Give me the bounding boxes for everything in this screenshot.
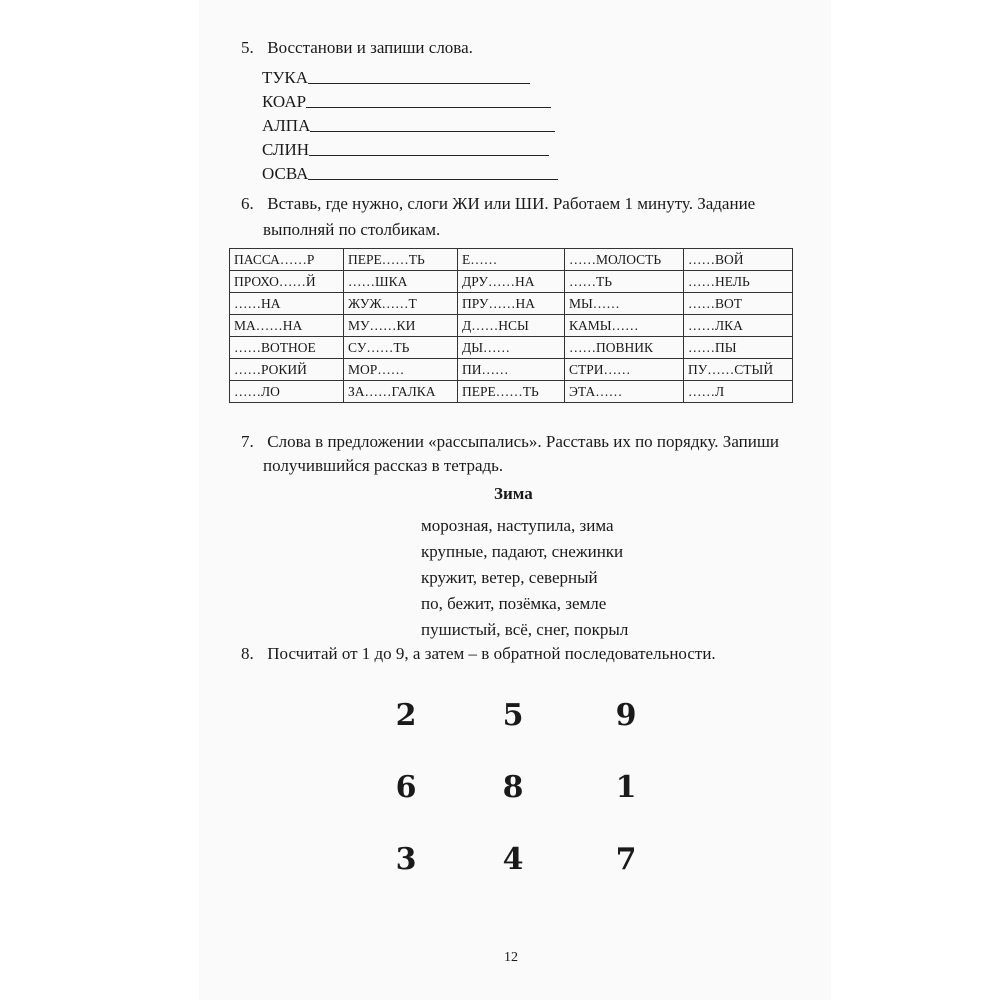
table-cell: СТРИ…… <box>565 359 684 381</box>
task-5-heading <box>241 34 473 62</box>
table-cell: ……МОЛОСТЬ <box>565 249 684 271</box>
table-cell: МЫ…… <box>565 293 684 315</box>
digit: 2 <box>395 698 417 733</box>
table-row <box>230 381 793 403</box>
scrambled-sentence: по, бежит, позёмка, земле <box>421 594 607 613</box>
fill-row[interactable] <box>262 136 549 160</box>
task-6-text-line-1: Вставь, где нужно, слоги ЖИ или ШИ. Работаем 1 минуту. Задание <box>267 194 756 213</box>
scrambled-word: ТУКА <box>262 68 309 87</box>
table-cell: Е…… <box>458 249 565 271</box>
table-cell: ПИ…… <box>458 359 565 381</box>
table-cell: ……Л <box>684 381 793 403</box>
digit: 8 <box>502 770 524 805</box>
table-cell: ЗА……ГАЛКА <box>344 381 458 403</box>
table-cell: Д……НСЫ <box>458 315 565 337</box>
digit: 5 <box>502 698 524 733</box>
scrambled-word: СЛИН <box>262 140 309 159</box>
task-6-heading <box>241 190 755 218</box>
fill-row[interactable] <box>262 160 558 184</box>
task-5-text: Восстанови и запиши слова. <box>267 38 473 57</box>
table-cell: ДРУ……НА <box>458 271 565 293</box>
scrambled-word: ОСВА <box>262 164 309 183</box>
table-cell: ЭТА…… <box>565 381 684 403</box>
fill-row[interactable] <box>262 64 530 88</box>
table-cell: ……РОКИЙ <box>230 359 344 381</box>
table-cell: МА……НА <box>230 315 344 337</box>
table-cell: ……ТЬ <box>565 271 684 293</box>
table-cell: КАМЫ…… <box>565 315 684 337</box>
table-cell: ……ВОЙ <box>684 249 793 271</box>
table-cell: ……НЕЛЬ <box>684 271 793 293</box>
digit: 6 <box>395 770 417 805</box>
table-row <box>230 293 793 315</box>
table-row <box>230 337 793 359</box>
fill-row[interactable] <box>262 112 555 136</box>
fill-row[interactable] <box>262 88 551 112</box>
digit: 3 <box>395 842 417 877</box>
answer-line[interactable] <box>309 154 549 156</box>
table-cell: МУ……КИ <box>344 315 458 337</box>
task-6-number: 6. <box>241 194 254 213</box>
digit: 1 <box>615 770 637 805</box>
scrambled-sentence: морозная, наступила, зима <box>421 516 614 535</box>
table-cell: ……ЛКА <box>684 315 793 337</box>
table-cell: ПЕРЕ……ТЬ <box>458 381 565 403</box>
table-row <box>230 249 793 271</box>
table-cell: ……ПЫ <box>684 337 793 359</box>
scrambled-sentence: кружит, ветер, северный <box>421 568 598 587</box>
task-8-heading <box>241 640 716 668</box>
table-cell: ПРОХО……Й <box>230 271 344 293</box>
table-cell: ……НА <box>230 293 344 315</box>
task-8-number: 8. <box>241 644 254 663</box>
answer-line[interactable] <box>310 130 555 132</box>
table-cell: ПУ……СТЫЙ <box>684 359 793 381</box>
answer-line[interactable] <box>308 82 530 84</box>
scrambled-sentence: крупные, падают, снежинки <box>421 542 624 561</box>
digit: 9 <box>615 698 637 733</box>
table-cell: ……ВОТНОЕ <box>230 337 344 359</box>
digit: 7 <box>615 842 637 877</box>
page-number: 12 <box>504 950 518 965</box>
task-6-text-line-2: выполняй по столбикам. <box>263 220 441 239</box>
task-7-text-line-2: получившийся рассказ в тетрадь. <box>263 456 504 475</box>
table-cell: СУ……ТЬ <box>344 337 458 359</box>
table-cell: ……ШКА <box>344 271 458 293</box>
table-cell: ПАССА……Р <box>230 249 344 271</box>
table-cell: ЖУЖ……Т <box>344 293 458 315</box>
digit: 4 <box>502 842 524 877</box>
table-row <box>230 359 793 381</box>
task-5-number: 5. <box>241 38 254 57</box>
answer-line[interactable] <box>308 178 558 180</box>
scrambled-word: КОАР <box>262 92 307 111</box>
table-row <box>230 271 793 293</box>
table-cell: ДЫ…… <box>458 337 565 359</box>
answer-line[interactable] <box>306 106 551 108</box>
scrambled-sentence: пушистый, всё, снег, покрыл <box>421 620 629 639</box>
table-cell: МОР…… <box>344 359 458 381</box>
table-cell: ……ВОТ <box>684 293 793 315</box>
table-cell: ……ЛО <box>230 381 344 403</box>
task-7-text-line-1: Слова в предложении «рассыпались». Расставь их по порядку. Запиши <box>267 432 780 451</box>
syllable-table <box>229 248 793 403</box>
table-cell: ……ПОВНИК <box>565 337 684 359</box>
task-7-number: 7. <box>241 432 254 451</box>
table-row <box>230 315 793 337</box>
story-title: Зима <box>494 484 533 503</box>
table-cell: ПРУ……НА <box>458 293 565 315</box>
scrambled-word: АЛПА <box>262 116 311 135</box>
table-cell: ПЕРЕ……ТЬ <box>344 249 458 271</box>
task-8-text: Посчитай от 1 до 9, а затем – в обратной последовательности. <box>267 644 716 663</box>
